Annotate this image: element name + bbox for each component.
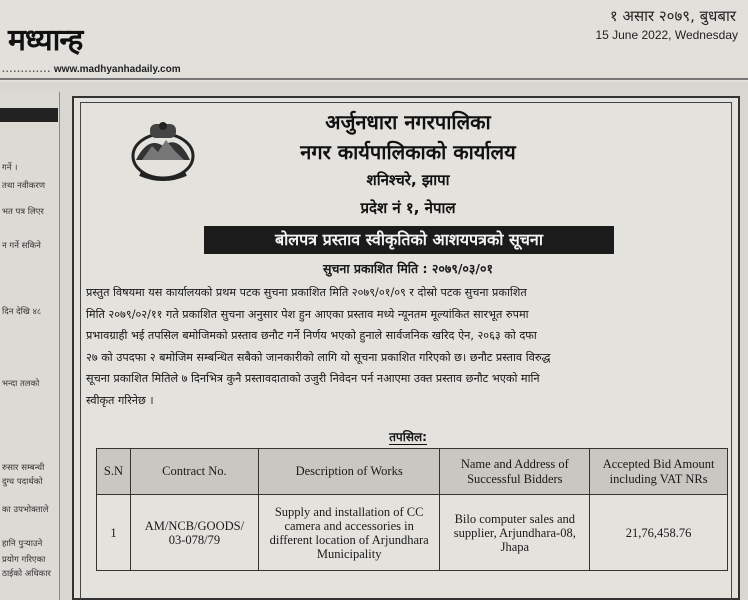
cell-description: Supply and installation of CC camera and accessories in different location of Arjundhara Municipality — [258, 495, 440, 571]
masthead-divider — [0, 78, 748, 80]
accepted-bids-table — [96, 448, 728, 571]
column-fragment: भन्दा तलको — [2, 379, 40, 389]
body-line: मिति २०७९/०२/११ गते प्रकाशित सुचना अनुसार पेश हुन आएका प्रस्ताव मध्ये न्यूनतम मूल्यांकित सारभूत रुपमा — [86, 307, 529, 321]
province-line: प्रदेश नं १, नेपाल — [360, 199, 456, 217]
newspaper-masthead — [0, 0, 748, 82]
column-fragment: गर्ने । — [2, 163, 18, 173]
cell-amount: 21,76,458.76 — [590, 495, 728, 571]
table-header-row — [97, 449, 728, 495]
body-line: स्वीकृत गरिनेछ । — [86, 393, 154, 407]
schedule-heading — [74, 428, 742, 445]
header-bidder: Name and Address of Successful Bidders — [440, 449, 590, 495]
body-line: २७ को उपदफा २ बमोजिम सम्बन्धित सबैको जानकारीको लागि यो सूचना प्रकाशित गरिएको छ। छनौट प्रस्ताव विरुद्ध — [86, 350, 551, 364]
body-line: सूचना प्रकाशित मितिले ७ दिनभित्र कुनै प्रस्तावदाताको उजुरी निवेदन पर्न नआएमा उक्त प्रस्ताव छनौट भएको मानि — [86, 372, 540, 385]
public-notice — [72, 96, 740, 600]
column-fragment: न गर्ने सकिने — [2, 241, 41, 251]
cell-bidder: Bilo computer sales and supplier, Arjundhara-08, Jhapa — [440, 495, 590, 571]
schedule-heading-text: तपसिल: — [389, 430, 427, 444]
column-fragment: भत पत्र लिएर — [2, 207, 44, 217]
notice-body — [86, 282, 726, 411]
column-fragment: हानि पुऱ्याउने — [2, 539, 43, 549]
body-line: प्रभावग्राही भई तपसिल बमोजिमको प्रस्ताव छनौट गर्ने निर्णय भएको हुनाले सार्वजनिक खरिद ऐन, २०६३ को दफा — [86, 329, 537, 342]
table-row — [97, 495, 728, 571]
cell-sn: 1 — [97, 495, 131, 571]
header-contract-no: Contract No. — [130, 449, 258, 495]
header-description: Description of Works — [258, 449, 440, 495]
date-english: 15 June 2022, Wednesday — [595, 28, 738, 42]
office-location: शनिश्चरे, झापा — [366, 171, 450, 189]
column-fragment: का उपभोक्ताले — [2, 505, 49, 515]
date-nepali: १ असार २०७९, बुधबार — [609, 7, 736, 25]
body-line: प्रस्तुत विषयमा यस कार्यालयको प्रथम पटक सुचना प्रकाशित मिति २०७९/०१/०९ र दोस्रो पटक सुचना प्रकाशित — [86, 286, 527, 299]
header-amount: Accepted Bid Amount including VAT NRs — [590, 449, 728, 495]
column-fragment: ठाईको अधिकार — [2, 569, 51, 579]
cell-contract-no: AM/NCB/GOODS/ 03-078/79 — [130, 495, 258, 571]
publish-date: सुचना प्रकाशित मिति : २०७९/०३/०१ — [323, 261, 493, 276]
header-sn: S.N — [97, 449, 131, 495]
column-fragment: तथा नवीकरण — [2, 181, 45, 191]
notice-title-banner: बोलपत्र प्रस्ताव स्वीकृतिको आशयपत्रको सूचना — [204, 226, 614, 254]
municipality-name: अर्जुनधारा नगरपालिका — [325, 110, 491, 134]
office-name: नगर कार्यपालिकाको कार्यालय — [300, 140, 516, 164]
website-url-text: www.madhyanhadaily.com — [53, 64, 181, 75]
newspaper-logo: मध्यान्ह — [8, 23, 83, 58]
website-url: ............. www.madhyanhadaily.com — [2, 64, 181, 75]
column-fragment: दुग्ध पदार्थको — [2, 477, 43, 487]
column-header-bar — [0, 108, 58, 122]
column-fragment: दिन देखि ४८ — [2, 307, 42, 317]
column-fragment: रुसार सम्बन्धी — [2, 463, 45, 473]
adjacent-column — [0, 92, 60, 600]
column-fragment: प्रयोग गरिएका — [2, 555, 46, 565]
